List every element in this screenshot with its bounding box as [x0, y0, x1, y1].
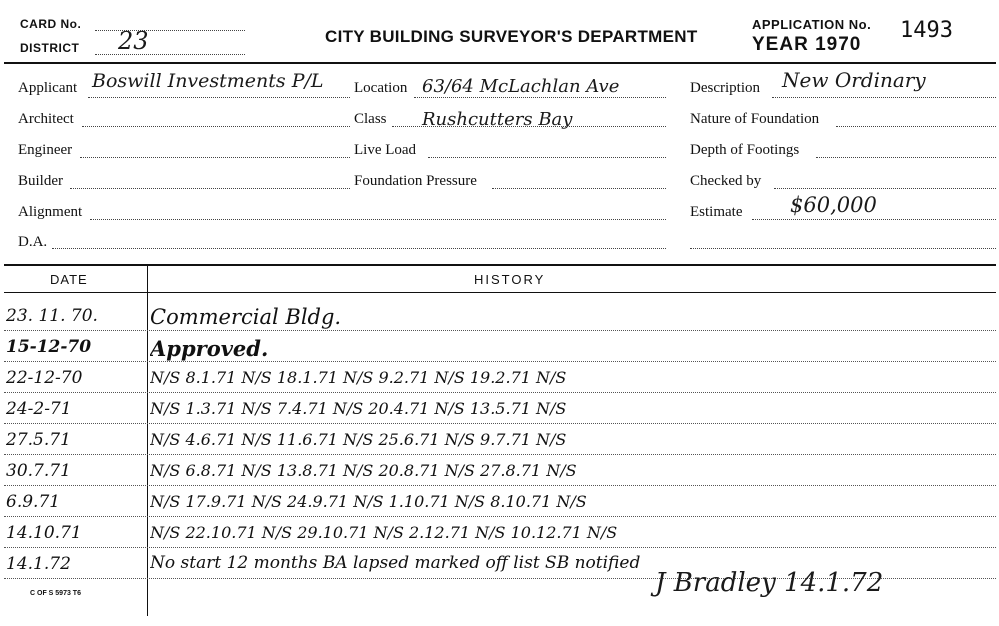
- history-row-entry: N/S 17.9.71 N/S 24.9.71 N/S 1.10.71 N/S 8.10.71 N/S: [150, 492, 587, 511]
- nature-of-foundation-line: [836, 126, 996, 127]
- district-label: DISTRICT: [20, 41, 80, 55]
- history-row-line: [4, 454, 996, 455]
- description-line: [772, 97, 996, 98]
- history-row-date: 24-2-71: [6, 399, 72, 419]
- date-column-header: DATE: [50, 272, 88, 287]
- class-label: Class: [354, 111, 387, 127]
- history-row-date: 6.9.71: [6, 492, 61, 512]
- engineer-label: Engineer: [18, 142, 73, 158]
- card-no-label: CARD No.: [20, 17, 82, 31]
- live-load-label: Live Load: [354, 142, 417, 158]
- architect-label: Architect: [18, 111, 74, 127]
- history-row-date: 22-12-70: [6, 368, 83, 388]
- da-line: [52, 248, 666, 249]
- department-title: CITY BUILDING SURVEYOR'S DEPARTMENT: [325, 27, 698, 46]
- checked-by-line: [774, 188, 996, 189]
- checked-by-label: Checked by: [690, 173, 762, 189]
- history-row-entry: N/S 8.1.71 N/S 18.1.71 N/S 9.2.71 N/S 19.2.71 N/S: [150, 368, 567, 387]
- applicant-line: [88, 97, 350, 98]
- applicant-value: Boswill Investments P/L: [92, 70, 324, 92]
- history-row-line: [4, 516, 996, 517]
- header-divider: [4, 62, 996, 64]
- history-row-date: 27.5.71: [6, 430, 71, 450]
- architect-line: [82, 126, 350, 127]
- history-row-line: [4, 330, 996, 331]
- history-column-header: HISTORY: [474, 272, 546, 287]
- history-row-date: 14.1.72: [6, 554, 71, 574]
- history-row-entry: N/S 4.6.71 N/S 11.6.71 N/S 25.6.71 N/S 9.7.71 N/S: [150, 430, 567, 449]
- history-row-entry: N/S 6.8.71 N/S 13.8.71 N/S 20.8.71 N/S 27.8.71 N/S: [150, 461, 577, 480]
- foundation-pressure-label: Foundation Pressure: [354, 173, 477, 189]
- da-line-right: [690, 248, 996, 249]
- class-line: [392, 126, 666, 127]
- history-row-date: 23. 11. 70.: [6, 306, 98, 326]
- history-row-entry: N/S 22.10.71 N/S 29.10.71 N/S 2.12.71 N/S 10.12.71 N/S: [150, 523, 618, 542]
- year-label: YEAR 1970: [752, 34, 862, 55]
- history-row-line: [4, 361, 996, 362]
- estimate-label: Estimate: [690, 204, 743, 220]
- application-no-label: APPLICATION No.: [752, 17, 872, 32]
- history-top-border: [4, 264, 996, 266]
- date-column-divider: [147, 264, 148, 616]
- history-row-entry: Commercial Bldg.: [150, 305, 342, 329]
- history-row-date: 15-12-70: [6, 337, 92, 357]
- depth-of-footings-label: Depth of Footings: [690, 142, 800, 158]
- applicant-label: Applicant: [18, 80, 78, 96]
- alignment-line: [90, 219, 666, 220]
- nature-of-foundation-label: Nature of Foundation: [690, 111, 820, 127]
- history-row-line: [4, 392, 996, 393]
- da-label: D.A.: [18, 234, 48, 250]
- estimate-line: [752, 219, 996, 220]
- location-label: Location: [354, 80, 408, 96]
- history-row-line: [4, 485, 996, 486]
- description-label: Description: [690, 80, 760, 96]
- signature: J Bradley 14.1.72: [655, 568, 884, 598]
- builder-line: [70, 188, 350, 189]
- estimate-value: $60,000: [790, 193, 877, 217]
- alignment-label: Alignment: [18, 204, 83, 220]
- history-row-entry: N/S 1.3.71 N/S 7.4.71 N/S 20.4.71 N/S 13.5.71 N/S: [150, 399, 567, 418]
- history-row-date: 30.7.71: [6, 461, 71, 481]
- history-row-entry: No start 12 months BA lapsed marked off list SB notified: [150, 553, 641, 573]
- history-header-divider: [4, 292, 996, 293]
- district-value: 23: [118, 27, 149, 55]
- engineer-line: [80, 157, 350, 158]
- history-row-line: [4, 547, 996, 548]
- history-row-date: 14.10.71: [6, 523, 82, 543]
- depth-of-footings-line: [816, 157, 996, 158]
- live-load-line: [428, 157, 666, 158]
- form-code: C OF S 5973 T6: [30, 590, 81, 597]
- history-row-line: [4, 423, 996, 424]
- description-value: New Ordinary: [782, 68, 926, 92]
- builder-label: Builder: [18, 173, 63, 189]
- history-row-entry: Approved.: [150, 336, 269, 361]
- application-no-value: 1493: [900, 18, 953, 43]
- foundation-pressure-line: [492, 188, 666, 189]
- location-value: 63/64 McLachlan Ave Rushcutters Bay: [422, 76, 620, 130]
